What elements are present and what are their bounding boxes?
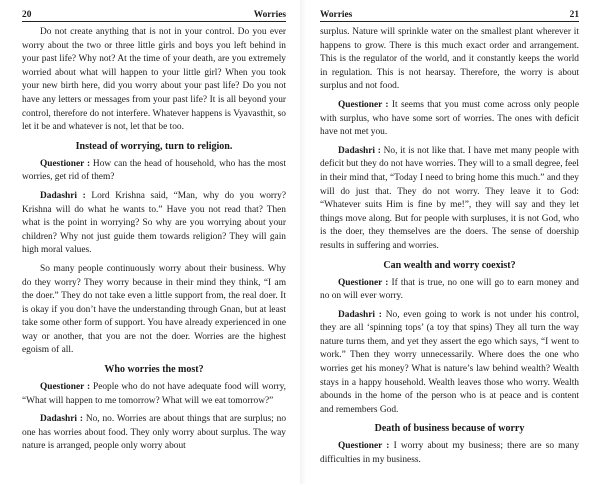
speaker-label: Dadashri : [338,309,382,320]
speaker-label: Dadashri : [40,414,83,425]
dialog-paragraph [320,309,579,418]
speaker-label: Questioner : [40,382,91,393]
paragraph-text: So many people continuously worry about their business. Why do they worry? They worry because in their mind they think, “I am the doer.” They do not take even a little support from, the real doer. It is okay if you don’t have the understanding through Gnan, but at least take some other form of support. You have already experienced in one way or another, that you are not the doer. Worries are the highest egoism of all. [22,263,286,356]
speaker-label: Dadashri : [40,190,86,201]
paragraph-text: surplus. Nature will sprinkle water on the smallest plant wherever it happens to grow. There is this much exact order and arrangement. This is the regulator of the world, and it constantly keeps the world in regulation. This is not hearsay. Therefore, the worry is about surplus and not food. [320,27,579,92]
right-page-number: 21 [569,10,579,20]
dialog-text: Lord Krishna said, “Man, why do you worry? Krishna will do what he wants to.” Have you not read that? Then what is the point in worrying? So why are you worrying about your children? Why not just guide them towards religion? They will gain high moral values. [22,190,286,256]
speaker-label: Questioner : [338,99,389,110]
dialog-text: I worry about my business; there are so many difficulties in my business. [320,441,580,466]
dialog-text: No, even going to work is not under his control, they are all ‘spinning tops’ (a toy that spins) They all turn the way nature turns them, and yet they assert the ego which says, “I went to work.” Then they worry unnecessarily. Where does the one who worries get his money? What is nature’s law behind wealth? Wealth stays in a happy household. Wealth leaves those who worry. Wealth abounds in the home of the person who is at peace and is content and remembers God. [320,309,579,415]
section-heading: Death of business because of worry [374,423,525,435]
dialog-text: How can the head of household, who has the most worries, get rid of them? [22,158,286,183]
dialog-text: It seems that you must come across only people with surplus, who have some sort of worries. The ones with deficit have not met you. [320,99,579,138]
paragraph [22,263,286,358]
dialog-paragraph [320,99,579,140]
dialog-paragraph [22,190,286,258]
section-heading: Instead of worrying, turn to religion. [75,140,233,152]
left-body-text [22,26,286,454]
dialog-text: No, no. Worries are about things that are surplus; no one has worries about food. They only worry about surplus. The way nature is arranged, people only worry about [22,414,287,452]
section-heading: Can wealth and worry coexist? [383,259,516,271]
continued-paragraph [320,26,579,94]
right-body-text [320,26,579,468]
section-heading: Who worries the most? [104,364,204,376]
dialog-paragraph [320,145,579,254]
dialog-text: People who do not have adequate food will worry, “What will happen to me tomorrow? What will we eat tomorrow?” [22,382,286,406]
speaker-label: Dadashri : [338,145,381,156]
left-page-number: 20 [22,10,32,20]
right-running-title: Worries [320,10,353,20]
speaker-label: Questioner : [338,277,389,288]
dialog-paragraph [320,277,579,304]
paragraph-text: Do not create anything that is not in your control. Do you ever worry about the two or three little girls and boys you left behind in your past life? Why not? At the time of your death, are you extremely worried about what will happen to your little girl? When you took your new birth here, did you worry about your past life? Do you not have any letters or messages from your past life? It is all beyond your control, therefore do not interfere. Whatever happens is Vyavasthit, so let it be and whatever is not, let that be too. [22,27,286,133]
left-running-head [22,4,286,22]
dialog-paragraph [320,440,579,467]
left-running-title: Worries [253,10,286,20]
dialog-paragraph [22,158,286,185]
dialog-paragraph [22,381,286,408]
right-running-head [320,4,579,22]
paragraph [22,26,286,135]
speaker-label: Questioner : [40,158,91,169]
dialog-paragraph [22,413,286,454]
speaker-label: Questioner : [338,441,390,452]
dialog-text: If that is true, no one will go to earn money and no on will ever worry. [320,277,579,302]
right-page [306,0,599,484]
dialog-text: No, it is not like that. I have met many people with deficit but they do not have worries. They will to a small degree, feel in their mind that, “Today I need to bring home this much.” and they will do just that. They do not worry. They leave it to God: “Whatever suits Him is fine by me!”, they will say and they let things move along. But for people with surpluses, it is not God, who is the doer, they themselves are the doers. The sense of doership results in suffering and worries. [320,145,579,251]
